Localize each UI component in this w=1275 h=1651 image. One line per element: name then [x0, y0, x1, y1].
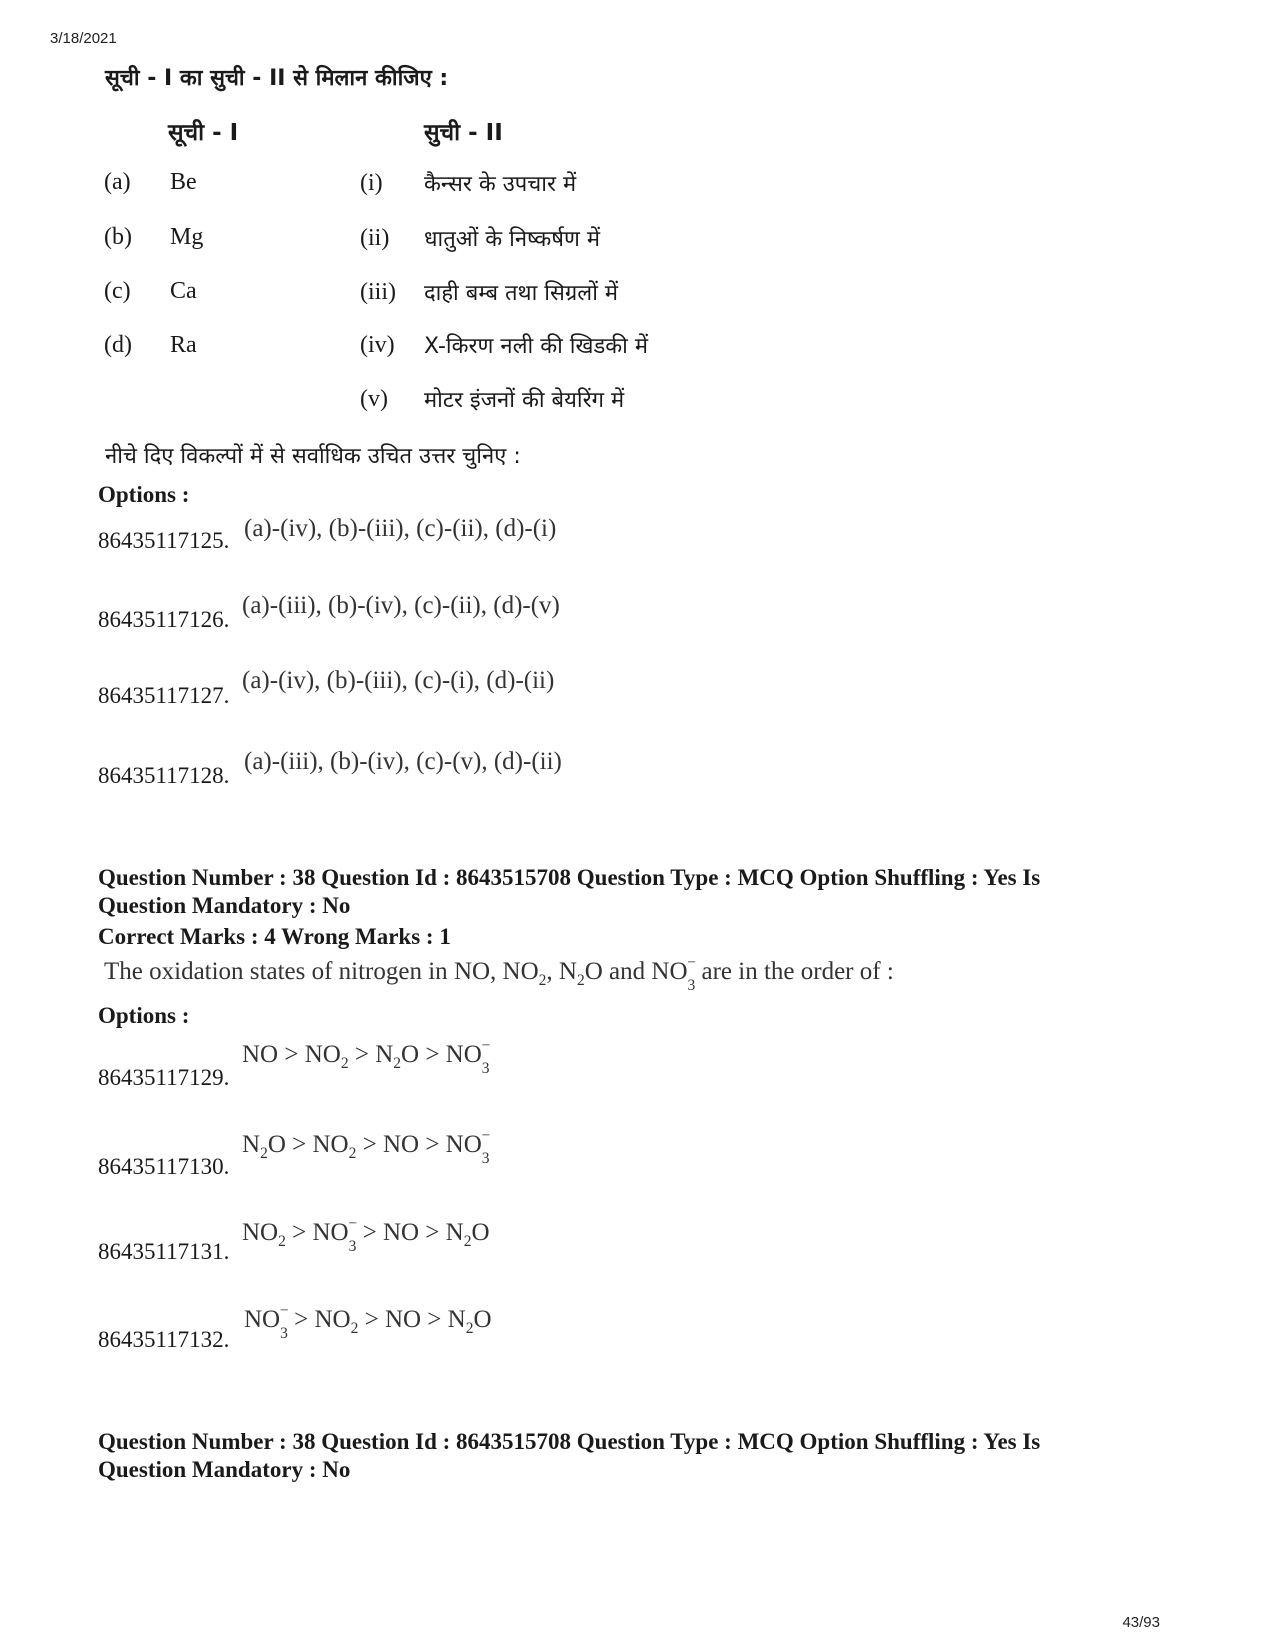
list2-label: (i)	[360, 170, 383, 196]
option-text: (a)-(iv), (b)-(iii), (c)-(ii), (d)-(i)	[244, 515, 557, 542]
list2-item: दाही बम्ब तथा सिग्रलों में	[424, 281, 619, 306]
option-text: (a)-(iii), (b)-(iv), (c)-(v), (d)-(ii)	[244, 748, 562, 775]
greater-than: >	[292, 1219, 307, 1246]
species-no2	[503, 958, 547, 990]
formula-subscript: 2	[465, 1320, 474, 1337]
list2-item: धातुओं के निष्कर्षण में	[424, 227, 601, 252]
question-meta-line: Question Mandatory : No	[98, 1457, 351, 1482]
formula-base: NO	[242, 1219, 279, 1246]
option-id: 86435117132.	[98, 1327, 230, 1352]
choose-instruction: नीचे दिए विकल्पों में से सर्वाधिक उचित उत्तर चुनिए :	[105, 444, 521, 469]
formula-o: O	[473, 1306, 492, 1333]
formula-base: NO	[244, 1306, 281, 1333]
species-no3-ion	[445, 1127, 491, 1168]
formula-base: NO	[445, 1041, 482, 1068]
list2-item: कैन्सर के उपचार में	[424, 172, 577, 197]
greater-than: >	[362, 1219, 377, 1246]
greater-than: >	[364, 1306, 379, 1333]
species-no3-ion	[445, 1037, 491, 1078]
greater-than: >	[425, 1219, 440, 1246]
formula-subscript: 2	[350, 1320, 359, 1337]
species-n2o	[446, 1219, 490, 1251]
formula-subscript: 3	[348, 1238, 357, 1256]
option-formula	[242, 1037, 491, 1078]
formula-n: N	[242, 1131, 261, 1158]
option-id: 86435117127.	[98, 683, 230, 708]
species-n2o	[448, 1306, 492, 1338]
option-id: 86435117125.	[98, 528, 230, 553]
list1-label: (a)	[104, 169, 131, 195]
formula-subscript: 3	[687, 977, 696, 995]
formula-o: O	[584, 958, 603, 985]
list1-item: Be	[170, 169, 197, 195]
formula-base: NO	[304, 1041, 341, 1068]
species-n2o	[242, 1131, 286, 1163]
options-heading: Options :	[98, 482, 190, 507]
formula-base: NO	[312, 1131, 349, 1158]
species-no3-ion	[651, 954, 697, 995]
species-no2	[305, 1041, 349, 1073]
species-n2o	[375, 1041, 419, 1073]
greater-than: >	[362, 1131, 377, 1158]
list1-item: Ra	[170, 332, 197, 358]
option-id: 86435117130.	[98, 1154, 230, 1179]
option-formula	[242, 1215, 490, 1256]
list1-item: Mg	[170, 224, 204, 250]
print-date: 3/18/2021	[50, 30, 117, 47]
formula-charge: −	[279, 1302, 289, 1320]
formula-n: N	[445, 1219, 464, 1246]
list2-label: (iv)	[360, 332, 395, 358]
list2-item: मोटर इंजनों की बेयरिंग में	[424, 388, 625, 413]
options-heading: Options :	[98, 1003, 190, 1028]
greater-than: >	[354, 1041, 369, 1068]
option-id: 86435117131.	[98, 1239, 230, 1264]
list2-heading: सुची - II	[424, 120, 503, 146]
question-text-prefix: The oxidation states of nitrogen in	[104, 958, 448, 985]
formula-base: NO	[312, 1219, 349, 1246]
species-no: NO	[382, 1219, 420, 1246]
list1-label: (c)	[104, 278, 131, 304]
option-formula	[244, 1302, 492, 1343]
question-text-suffix: are in the order of :	[701, 958, 894, 985]
formula-charge: −	[348, 1215, 358, 1233]
option-text: (a)-(iv), (b)-(iii), (c)-(i), (d)-(ii)	[242, 667, 555, 694]
formula-o: O	[267, 1131, 286, 1158]
species-no2	[314, 1306, 358, 1338]
species-no3-ion	[312, 1215, 358, 1256]
formula-subscript: 2	[576, 972, 585, 989]
greater-than: >	[427, 1306, 442, 1333]
species-no2	[242, 1219, 286, 1251]
option-id: 86435117129.	[98, 1065, 230, 1090]
list1-heading: सूची - I	[168, 120, 239, 146]
formula-charge: −	[481, 1037, 491, 1055]
formula-subscript: 2	[340, 1055, 349, 1072]
formula-n: N	[375, 1041, 394, 1068]
formula-subscript: 2	[260, 1145, 268, 1162]
species-n2o	[559, 958, 603, 990]
formula-subscript: 2	[278, 1233, 286, 1250]
question-text-and: and	[609, 958, 646, 985]
greater-than: >	[425, 1131, 440, 1158]
formula-n: N	[558, 958, 577, 985]
option-id: 86435117128.	[98, 763, 230, 788]
list2-label: (iii)	[360, 279, 396, 305]
formula-subscript: 2	[393, 1055, 401, 1072]
formula-base: NO	[502, 958, 539, 985]
formula-n: N	[447, 1306, 466, 1333]
comma: ,	[546, 958, 553, 985]
species-no: NO	[453, 958, 491, 985]
question-text	[104, 954, 894, 995]
species-no: NO	[382, 1131, 420, 1158]
species-no2	[312, 1131, 356, 1163]
formula-subscript: 2	[538, 972, 547, 989]
formula-base: NO	[445, 1131, 482, 1158]
list1-label: (b)	[104, 224, 132, 250]
formula-subscript: 2	[348, 1145, 357, 1162]
formula-subscript: 2	[463, 1233, 472, 1250]
list2-label: (v)	[360, 386, 388, 412]
formula-subscript: 3	[280, 1325, 288, 1343]
formula-o: O	[401, 1041, 420, 1068]
option-id: 86435117126.	[98, 607, 230, 632]
formula-subscript: 3	[481, 1060, 490, 1078]
list1-label: (d)	[104, 332, 132, 358]
list1-item: Ca	[170, 278, 197, 304]
question-meta-line: Question Number : 38 Question Id : 8643515708 Question Type : MCQ Option Shuffling : Yes Is	[98, 1429, 1041, 1454]
species-no: NO	[242, 1041, 279, 1068]
formula-charge: −	[481, 1127, 491, 1145]
page-number: 43/93	[1122, 1614, 1160, 1631]
formula-subscript: 3	[481, 1150, 490, 1168]
question-meta	[98, 1428, 1040, 1484]
option-text: (a)-(iii), (b)-(iv), (c)-(ii), (d)-(v)	[242, 592, 560, 619]
greater-than: >	[425, 1041, 440, 1068]
greater-than: >	[284, 1041, 299, 1068]
list2-item: X-किरण नली की खिडकी में	[424, 334, 649, 359]
greater-than: >	[292, 1131, 307, 1158]
formula-o: O	[471, 1219, 490, 1246]
formula-base: NO	[651, 958, 688, 985]
question-meta-line: Question Number : 38 Question Id : 8643515708 Question Type : MCQ Option Shuffling : Yes Is	[98, 865, 1041, 890]
species-no: NO	[384, 1306, 422, 1333]
list2-label: (ii)	[360, 225, 390, 251]
option-formula	[242, 1127, 491, 1168]
comma: ,	[490, 958, 497, 985]
question-meta	[98, 864, 1040, 920]
greater-than: >	[294, 1306, 309, 1333]
formula-base: NO	[314, 1306, 351, 1333]
marks-info: Correct Marks : 4 Wrong Marks : 1	[98, 924, 451, 949]
species-no3-ion	[244, 1302, 289, 1343]
formula-charge: −	[687, 954, 697, 972]
match-instruction: सूची - I का सुची - II से मिलान कीजिए :	[105, 66, 449, 91]
question-meta-line: Question Mandatory : No	[98, 893, 351, 918]
